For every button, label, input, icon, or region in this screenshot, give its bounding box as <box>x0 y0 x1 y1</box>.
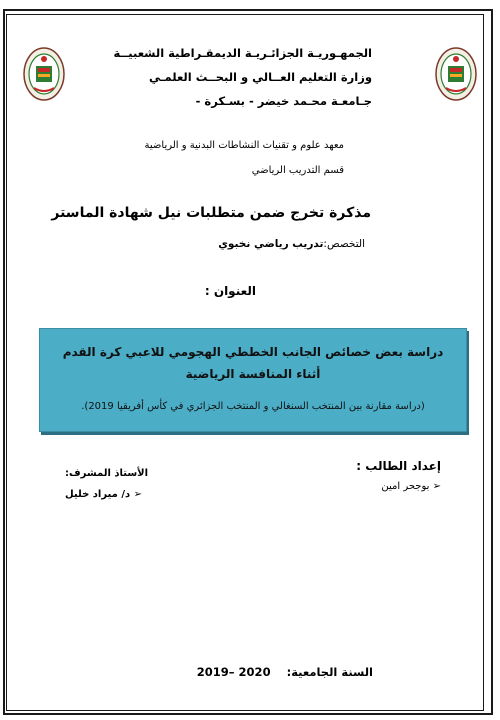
header-republic: الجمهـوريـة الجزائـريـة الديمقـراطية الشعبيــة <box>113 46 372 60</box>
student-line <box>381 481 441 492</box>
student-name: بوجحر امين <box>381 481 430 492</box>
academic-year-line <box>197 665 373 679</box>
specialty-label: التخصص: <box>323 238 365 250</box>
header-ministry: وزارة التعليم العــالي و البحــث العلمـي <box>148 70 372 84</box>
supervisor-line <box>65 489 142 500</box>
thesis-heading: مذكرة تخرج ضمن متطلبات نيل شهادة الماستر <box>51 205 371 221</box>
arrow-bullet-icon: ➢ <box>133 489 142 500</box>
student-label: إعداد الطالب : <box>356 459 441 473</box>
supervisor-label: الأستاذ المشرف: <box>65 468 149 479</box>
thesis-title: دراسة بعض خصائص الجانب الخططي الهجومي للاعبي كرة القدم أثناء المنافسة الرياضية <box>62 345 444 381</box>
arrow-bullet-icon: ➢ <box>432 481 441 492</box>
academic-year-label: السنة الجامعية: <box>286 665 373 679</box>
header-university: جـامعـة محـمد خيضر - بسـكرة - <box>195 94 372 108</box>
university-seal-icon <box>434 46 478 102</box>
thesis-title-box <box>39 328 467 432</box>
thesis-subtitle: (دراسة مقارنة بين المنتخب السنغالي و المنتخب الجزائري في كأس أفريقيا 2019). <box>81 401 425 412</box>
title-label: العنوان : <box>204 284 256 298</box>
university-seal-icon <box>22 46 66 102</box>
specialty-value: تدريب رياضي نخبوي <box>218 238 324 250</box>
department-name: قسم التدريب الرياضي <box>251 165 344 176</box>
academic-year-value: 2019– 2020 <box>196 665 271 679</box>
supervisor-name: د/ ميراد خليل <box>65 489 131 500</box>
specialty-line <box>218 238 365 250</box>
institute-name: معهد علوم و تقنيات النشاطات البدنية و الرياضية <box>144 140 344 151</box>
